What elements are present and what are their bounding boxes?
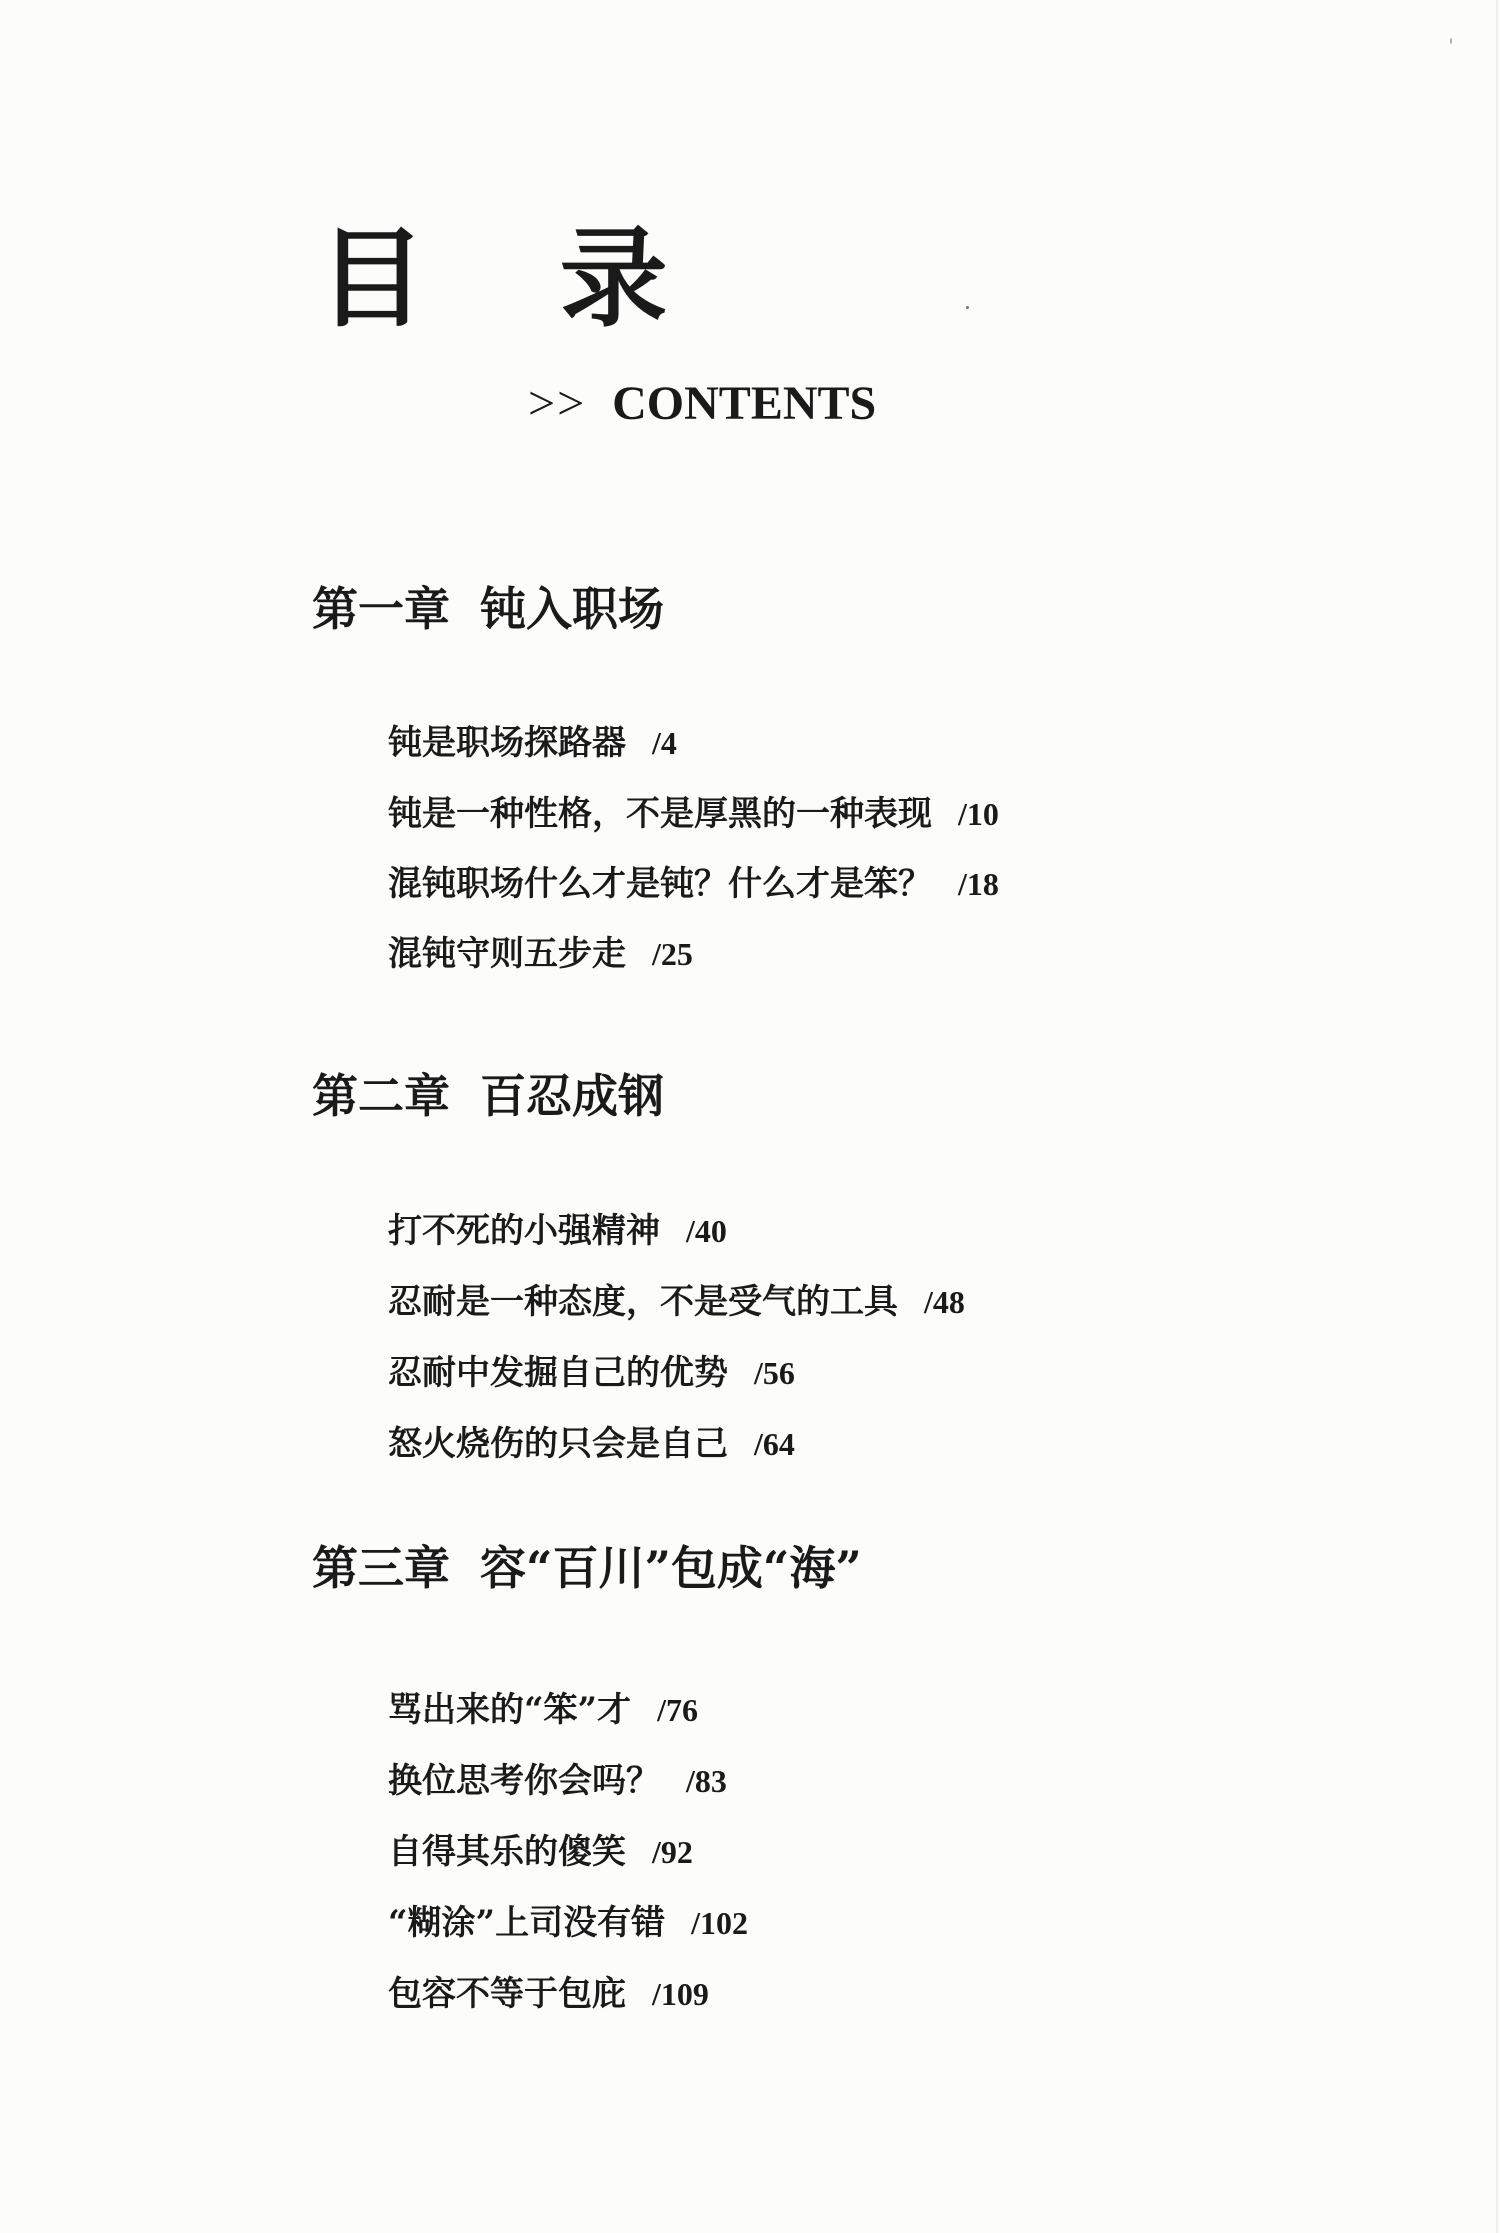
chapter-name: 钝入职场: [480, 582, 664, 636]
toc-entry-3-4[interactable]: [388, 1903, 749, 1943]
entry-title: 混钝守则五步走: [388, 934, 626, 974]
chapter-number: 第二章: [312, 1069, 450, 1123]
page-subtitle: [528, 377, 877, 430]
chapter-name: 百忍成钢: [480, 1069, 664, 1123]
entry-page: /48: [924, 1284, 965, 1320]
entry-page: /4: [652, 725, 677, 761]
chapter-heading-2[interactable]: [312, 1069, 664, 1123]
toc-entry-3-5[interactable]: [388, 1974, 709, 2014]
entry-page: /25: [652, 936, 693, 972]
entry-title: 怒火烧伤的只会是自己: [388, 1424, 728, 1464]
toc-entry-2-1[interactable]: [388, 1211, 727, 1251]
double-chevron-icon: >>: [528, 377, 587, 430]
entry-title: “糊涂”上司没有错: [388, 1903, 666, 1943]
toc-entry-2-2[interactable]: [388, 1282, 965, 1322]
toc-entry-3-3[interactable]: [388, 1832, 693, 1872]
page-edge: [1496, 0, 1498, 2233]
entry-page: /83: [686, 1763, 727, 1799]
toc-entry-1-4[interactable]: [388, 934, 693, 974]
toc-entry-1-1[interactable]: [388, 723, 677, 763]
entry-title: 钝是一种性格，不是厚黑的一种表现: [388, 794, 932, 834]
entry-page: /64: [754, 1426, 795, 1462]
entry-title: 包容不等于包庇: [388, 1974, 626, 2014]
entry-title: 忍耐是一种态度，不是受气的工具: [388, 1282, 898, 1322]
scan-speck: [966, 306, 969, 309]
chapter-heading-1[interactable]: [312, 582, 664, 636]
entry-title: 换位思考你会吗？: [388, 1761, 660, 1801]
entry-title: 自得其乐的傻笑: [388, 1832, 626, 1872]
entry-page: /56: [754, 1355, 795, 1391]
entry-title: 骂出来的“笨”才: [388, 1690, 632, 1730]
subtitle-text: CONTENTS: [612, 377, 877, 430]
toc-entry-2-3[interactable]: [388, 1353, 795, 1393]
toc-entry-2-4[interactable]: [388, 1424, 795, 1464]
toc-entry-1-3[interactable]: [388, 864, 999, 904]
entry-page: /92: [652, 1834, 693, 1870]
entry-title: 钝是职场探路器: [388, 723, 626, 763]
entry-page: /76: [657, 1692, 699, 1728]
chapter-number: 第三章: [312, 1541, 450, 1595]
chapter-number: 第一章: [312, 582, 450, 636]
entry-page: /18: [958, 866, 999, 902]
entry-title: 打不死的小强精神: [388, 1211, 660, 1251]
entry-title: 忍耐中发掘自己的优势: [388, 1353, 728, 1393]
entry-page: /102: [691, 1905, 749, 1941]
entry-title: 混钝职场什么才是钝？什么才是笨？: [388, 864, 932, 904]
scan-speck: [1450, 38, 1452, 44]
toc-entry-1-2[interactable]: [388, 794, 999, 834]
chapter-heading-3[interactable]: [312, 1541, 862, 1595]
page-title: 目 录: [318, 216, 716, 342]
entry-page: /10: [958, 796, 999, 832]
entry-page: /109: [652, 1976, 709, 2012]
entry-page: /40: [686, 1213, 727, 1249]
toc-entry-3-1[interactable]: [388, 1690, 699, 1730]
chapter-name: 容“百川”包成“海”: [480, 1541, 862, 1595]
toc-entry-3-2[interactable]: [388, 1761, 727, 1801]
